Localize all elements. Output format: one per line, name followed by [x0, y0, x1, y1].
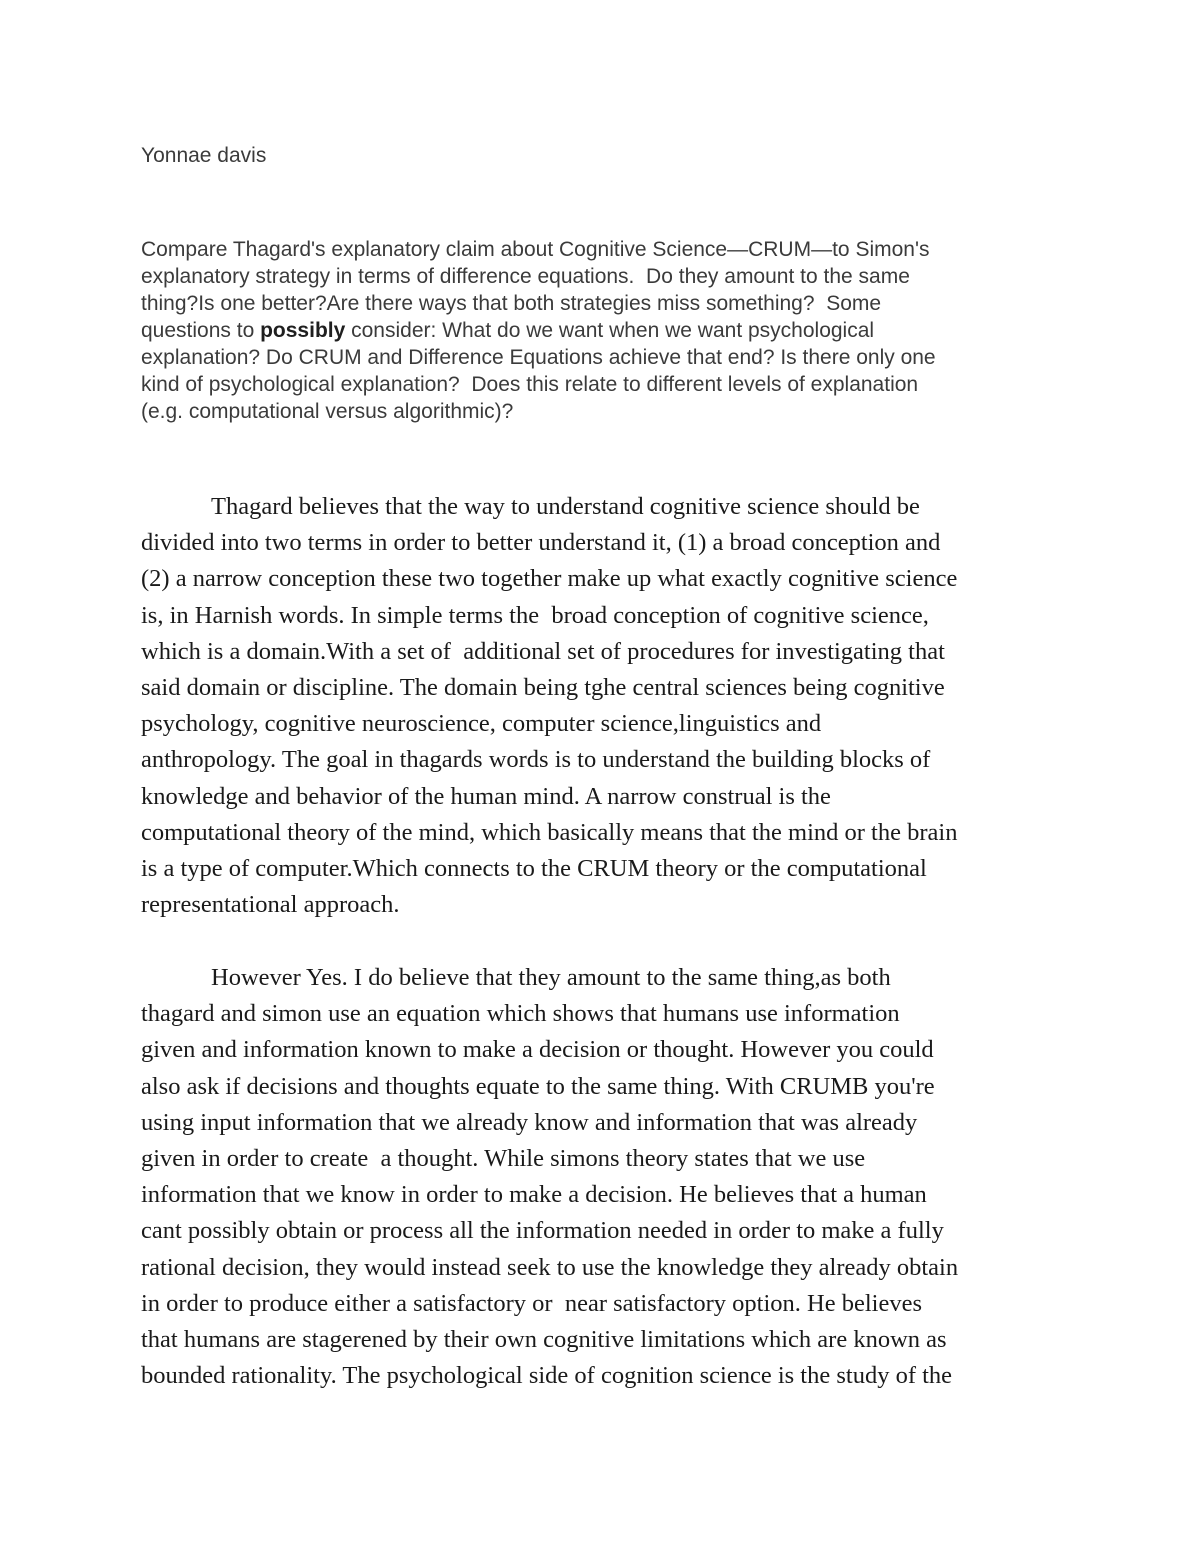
- essay-paragraph-2: [141, 960, 1081, 1394]
- prompt-line: Compare Thagard's explanatory claim about Cognitive Science—CRUM—to Simon's: [141, 238, 930, 261]
- paragraph-line: given in order to create a thought. While simons theory states that we use: [141, 1145, 866, 1173]
- prompt-line: explanatory strategy in terms of difference equations. Do they amount to the same: [141, 265, 910, 288]
- paragraph-line: psychology, cognitive neuroscience, computer science,linguistics and: [141, 710, 822, 738]
- paragraph-line: Thagard believes that the way to understand cognitive science should be: [211, 493, 920, 520]
- paragraph-line: bounded rationality. The psychological side of cognition science is the study of the: [141, 1362, 953, 1390]
- prompt-emphasis: possibly: [260, 319, 346, 342]
- prompt-line: (e.g. computational versus algorithmic)?: [141, 400, 514, 423]
- paragraph-line: thagard and simon use an equation which shows that humans use information: [141, 1000, 900, 1028]
- prompt-line: thing?Is one better?Are there ways that both strategies miss something? Some: [141, 292, 882, 315]
- paragraph-line: also ask if decisions and thoughts equate to the same thing. With CRUMB you're: [141, 1072, 935, 1100]
- assignment-prompt: [141, 236, 1081, 425]
- paragraph-line: that humans are stagerened by their own cognitive limitations which are known as: [141, 1326, 947, 1354]
- paragraph-line: cant possibly obtain or process all the information needed in order to make a fully: [141, 1217, 944, 1245]
- paragraph-line: said domain or discipline. The domain being tghe central sciences being cognitive: [141, 674, 945, 702]
- paragraph-line: rational decision, they would instead seek to use the knowledge they already obtain: [141, 1253, 959, 1281]
- paragraph-line: information that we know in order to make a decision. He believes that a human: [141, 1181, 927, 1209]
- paragraph-line: However Yes. I do believe that they amount to the same thing,as both: [211, 964, 891, 991]
- paragraph-line: (2) a narrow conception these two together make up what exactly cognitive science: [141, 565, 958, 593]
- paragraph-line: given and information known to make a decision or thought. However you could: [141, 1036, 934, 1064]
- paragraph-line: knowledge and behavior of the human mind. A narrow construal is the: [141, 782, 831, 810]
- paragraph-line: using input information that we already know and information that was already: [141, 1108, 918, 1136]
- essay-paragraph-1: [141, 489, 1081, 923]
- paragraph-line: representational approach.: [141, 891, 400, 919]
- paragraph-line: is a type of computer.Which connects to the CRUM theory or the computational: [141, 855, 927, 883]
- paragraph-line: in order to produce either a satisfactory or near satisfactory option. He believes: [141, 1289, 922, 1317]
- paragraph-line: is, in Harnish words. In simple terms the broad conception of cognitive science,: [141, 601, 929, 629]
- prompt-line: [141, 317, 1081, 344]
- prompt-text: questions to: [141, 319, 261, 342]
- paragraph-line: computational theory of the mind, which basically means that the mind or the brain: [141, 818, 958, 846]
- prompt-line: explanation? Do CRUM and Difference Equations achieve that end? Is there only one: [141, 346, 936, 369]
- prompt-line: kind of psychological explanation? Does this relate to different levels of explanation: [141, 373, 919, 396]
- paragraph-line: which is a domain.With a set of additional set of procedures for investigating that: [141, 637, 945, 665]
- paragraph-line: anthropology. The goal in thagards words is to understand the building blocks of: [141, 746, 931, 774]
- author-name: Yonnae davis: [141, 144, 267, 167]
- paragraph-line: divided into two terms in order to better understand it, (1) a broad conception and: [141, 529, 941, 557]
- prompt-text: consider: What do we want when we want psychological: [345, 319, 875, 342]
